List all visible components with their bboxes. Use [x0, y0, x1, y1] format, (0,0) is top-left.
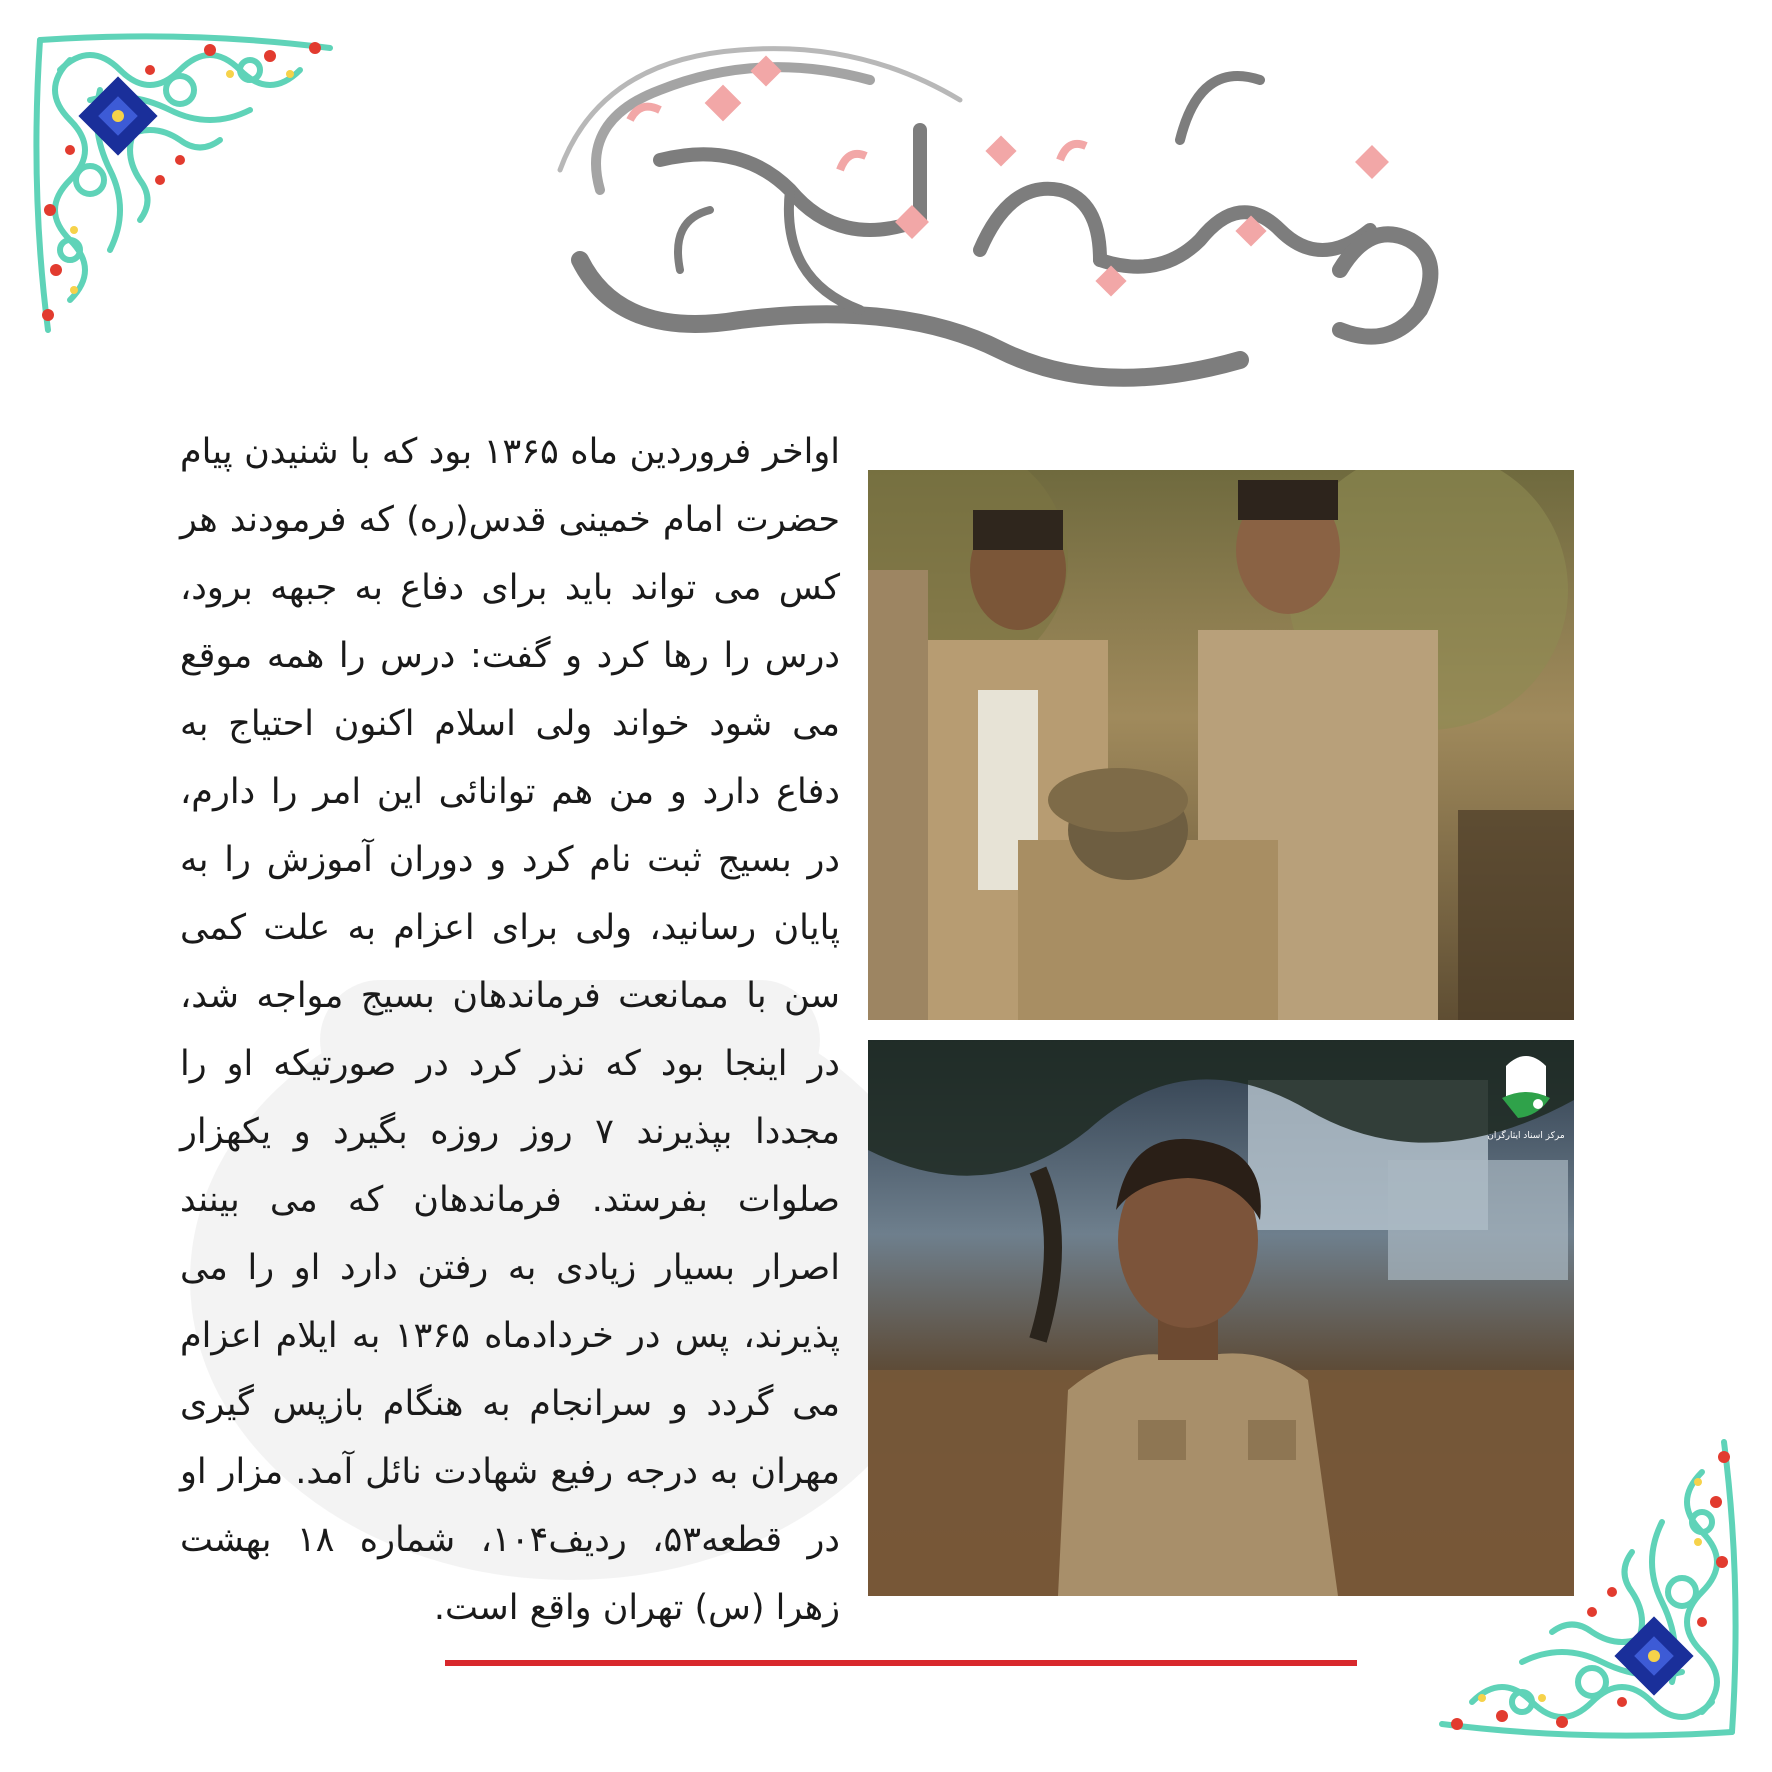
- header-calligraphy: [540, 20, 1460, 420]
- photo-young-soldier-image: [868, 1040, 1574, 1596]
- photo-young-soldier-portrait: [868, 1040, 1574, 1596]
- article-paragraph: اواخر فروردین ماه ۱۳۶۵ بود که با شنیدن پیام حضرت امام خمینی قدس(ره) که فرمودند هر کس می تواند باید برای دفاع به جبهه برود، درس را رها کرد و گفت: درس را همه موقع می شود خواند ولی اسلام اکنون احتیاج به دفاع دارد و من هم توانائی این امر را دارم، در بسیج ثبت نام کرد و دوران آموزش را به پایان رسانید، ولی برای اعزام به علت کمی سن با ممانعت فرماندهان بسیج مواجه شد، در اینجا بود که نذر کرد در صورتیکه او را مجددا بپذیرند ۷ روز روزه بگیرد و یکهزار صلوات بفرستد. فرماندهان که می بینند اصرار بسیار زیادی به رفتن دارد او را می پذیرند، پس در خردادماه ۱۳۶۵ به ایلام اعزام می گردد و سرانجام به هنگام بازپس گیری مهران به درجه رفیع شهادت نائل آمد. مزار او در قطعه۵۳، ردیف۱۰۴، شماره ۱۸ بهشت زهرا (س) تهران واقع است.: [180, 432, 840, 1628]
- logo-text: مرکز اسناد ایثارگران: [1487, 1131, 1565, 1141]
- photo-soldiers-group-image: [868, 470, 1574, 1020]
- photo-soldiers-group: [868, 470, 1574, 1020]
- divider-rule: [445, 1660, 1357, 1666]
- corner-ornament-top-left: [30, 30, 350, 350]
